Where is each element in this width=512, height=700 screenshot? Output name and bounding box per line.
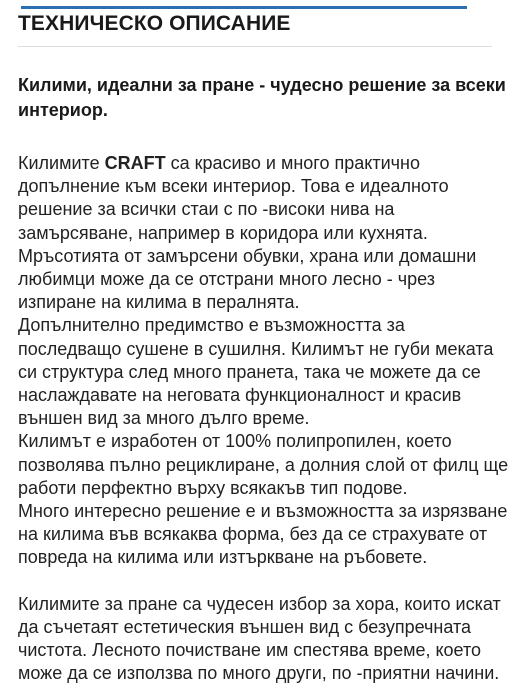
description-paragraph-2 xyxy=(18,593,502,686)
paragraph-line: чистота. Лесното почистване им спестява време, което xyxy=(18,640,482,661)
paragraph-line: наслаждавате на неговата функционалност и красив xyxy=(18,385,462,406)
paragraph-line: си структура след много пранета, така че можете да се xyxy=(18,361,481,382)
paragraph-line: Много интересно решение е и възможността за изрязване xyxy=(18,501,508,522)
paragraph-line: допълнение към всеки интериор. Това е идеалното xyxy=(18,176,449,197)
intro-text: Килимите xyxy=(18,153,105,173)
paragraph-line: Допълнително предимство е възможността за xyxy=(18,315,405,336)
paragraph-line: може да се използва по много други, по -приятни начини. xyxy=(18,663,500,684)
paragraph-line: Килимът е изработен от 100% полипропилен, което xyxy=(18,431,452,452)
paragraph-line: любимци може да се отстрани много лесно - чрез xyxy=(18,269,436,290)
section-title-divider xyxy=(18,46,492,47)
paragraph-line: изпиране на килима в пералнята. xyxy=(18,292,300,313)
paragraph-line: на килима във всякаква форма, без да се страхувате от xyxy=(18,524,488,545)
paragraph-line: Мръсотията от замърсени обувки, храна или домашни xyxy=(18,245,477,266)
paragraph-line: повреда на килима или изтъркване на ръбовете. xyxy=(18,547,428,568)
intro-text-continued: са красиво и много практично xyxy=(165,153,420,173)
brand-name: CRAFT xyxy=(104,153,166,173)
description-subtitle xyxy=(18,73,506,123)
paragraph-line xyxy=(18,152,502,175)
section-title: ТЕХНИЧЕСКО ОПИСАНИЕ xyxy=(18,12,291,35)
paragraph-spacer xyxy=(18,570,502,593)
paragraph-line: Килимите за пране са чудесен избор за хора, които искат xyxy=(18,593,501,614)
paragraph-line: работи перфектно върху всякакъв тип подове. xyxy=(18,477,408,498)
description-paragraph-1 xyxy=(18,152,509,570)
paragraph-line: позволява пълно рециклиране, а долния слой от филц ще xyxy=(18,454,509,475)
paragraph-line: решение за всички стаи с по -високи нива на xyxy=(18,199,395,220)
paragraph-line: външен вид за много дълго време. xyxy=(18,408,310,429)
paragraph-line: замърсяване, например в коридора или кухнята. xyxy=(18,222,428,243)
section-top-accent-rule xyxy=(21,6,467,9)
paragraph-line: да съчетаят естетическия външен вид с безупречната xyxy=(18,616,472,637)
description-body xyxy=(18,152,509,685)
paragraph-line: последващо сушене в сушилня. Килимът не губи меката xyxy=(18,338,494,359)
subtitle-line: Килими, идеални за пране - чудесно решение за всеки xyxy=(18,75,506,95)
subtitle-line: интериор. xyxy=(18,100,108,120)
